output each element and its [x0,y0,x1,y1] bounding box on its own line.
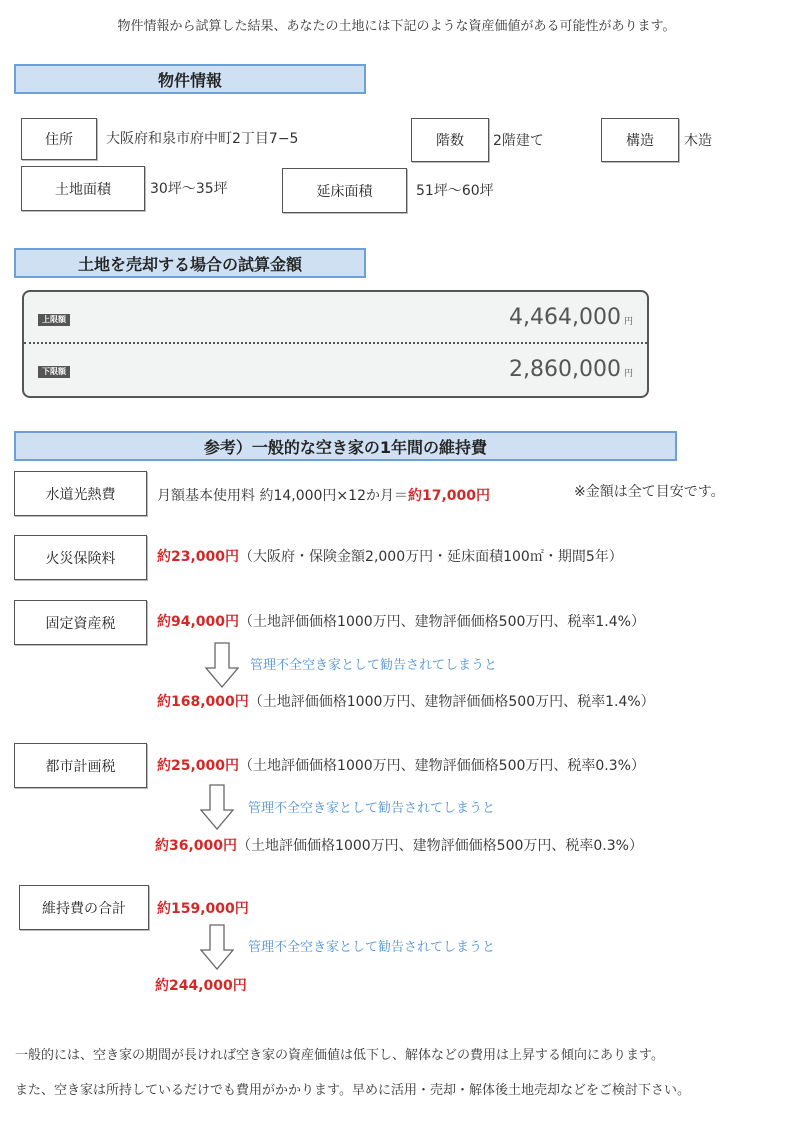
utilities-row [157,485,490,505]
maintenance-section-header: 参考）一般的な空き家の1年間の維持費 [14,431,677,461]
insurance-label: 火災保険料 [14,535,147,580]
structure-label: 構造 [601,118,679,162]
property-tax-label: 固定資産税 [14,600,147,645]
property-tax-warning: 管理不全空き家として勧告されてしまうと [250,658,498,673]
total-down-arrow-icon [200,924,234,970]
lower-limit-tag: 下限額 [38,366,70,378]
lower-amount-value: 2,860,000 [509,357,621,382]
property-tax-after-desc: （土地評価価格1000万円、建物評価価格500万円、税率1.4%） [248,694,655,710]
upper-amount-value: 4,464,000 [509,305,621,330]
property-tax-row [157,611,645,631]
structure-value: 木造 [684,133,712,149]
total-after-amount: 約244,000円 [155,978,247,994]
total-warning: 管理不全空き家として勧告されてしまうと [248,940,496,955]
upper-amount [509,305,633,330]
city-tax-amount: 約25,000円 [157,758,240,774]
total-after-row [155,975,247,995]
city-tax-after-amount: 約36,000円 [155,838,238,854]
city-tax-row [157,755,645,775]
floors-label: 階数 [411,118,489,162]
city-tax-after-row [155,835,643,855]
total-amount: 約159,000円 [157,901,249,917]
land-area-value: 30坪〜35坪 [150,181,228,197]
city-tax-after-desc: （土地評価価格1000万円、建物評価価格500万円、税率0.3%） [237,838,643,854]
address-value: 大阪府和泉市府中町2丁目7−5 [106,131,299,147]
utilities-desc: 月額基本使用料 約14,000円×12か月＝ [157,488,408,504]
intro-text: 物件情報から試算した結果、あなたの土地には下記のような資産価値がある可能性があります。 [117,19,676,34]
estimate-panel [22,290,649,398]
total-row [157,898,249,918]
lower-amount-yen: 円 [623,369,633,379]
property-tax-desc: （土地評価価格1000万円、建物評価価格500万円、税率1.4%） [239,614,645,630]
insurance-amount: 約23,000円 [157,549,240,565]
utilities-label: 水道光熱費 [14,471,147,516]
upper-limit-tag: 上限額 [38,314,70,326]
insurance-desc: （大阪府・保険金額2,000万円・延床面積100㎡・期間5年） [239,549,623,565]
estimate-section-header: 土地を売却する場合の試算金額 [14,248,366,278]
utilities-amount: 約17,000円 [407,488,491,504]
land-area-label: 土地面積 [21,166,145,211]
city-tax-down-arrow-icon [200,784,234,830]
property-tax-after-amount: 約168,000円 [157,694,249,710]
footer-line-1: 一般的には、空き家の期間が長ければ空き家の資産価値は低下し、解体などの費用は上昇する傾向にあります。 [15,1048,664,1063]
property-section-header: 物件情報 [14,64,366,94]
property-tax-amount: 約94,000円 [157,614,240,630]
upper-amount-yen: 円 [623,317,633,327]
insurance-row [157,546,623,566]
city-tax-warning: 管理不全空き家として勧告されてしまうと [248,801,496,816]
estimate-divider [24,342,647,344]
property-tax-after-row [157,691,655,711]
floor-area-label: 延床面積 [282,168,407,213]
city-tax-desc: （土地評価価格1000万円、建物評価価格500万円、税率0.3%） [239,758,645,774]
estimate-note: ※金額は全て目安です。 [574,484,725,500]
lower-amount [509,357,633,382]
property-tax-down-arrow-icon [205,642,239,688]
total-label: 維持費の合計 [19,885,149,930]
city-tax-label: 都市計画税 [14,743,147,788]
floors-value: 2階建て [493,133,544,149]
floor-area-value: 51坪〜60坪 [416,183,494,199]
address-label: 住所 [21,118,97,160]
footer-line-2: また、空き家は所持しているだけでも費用がかかります。早めに活用・売却・解体後土地売却などをご検討下さい。 [15,1083,690,1098]
